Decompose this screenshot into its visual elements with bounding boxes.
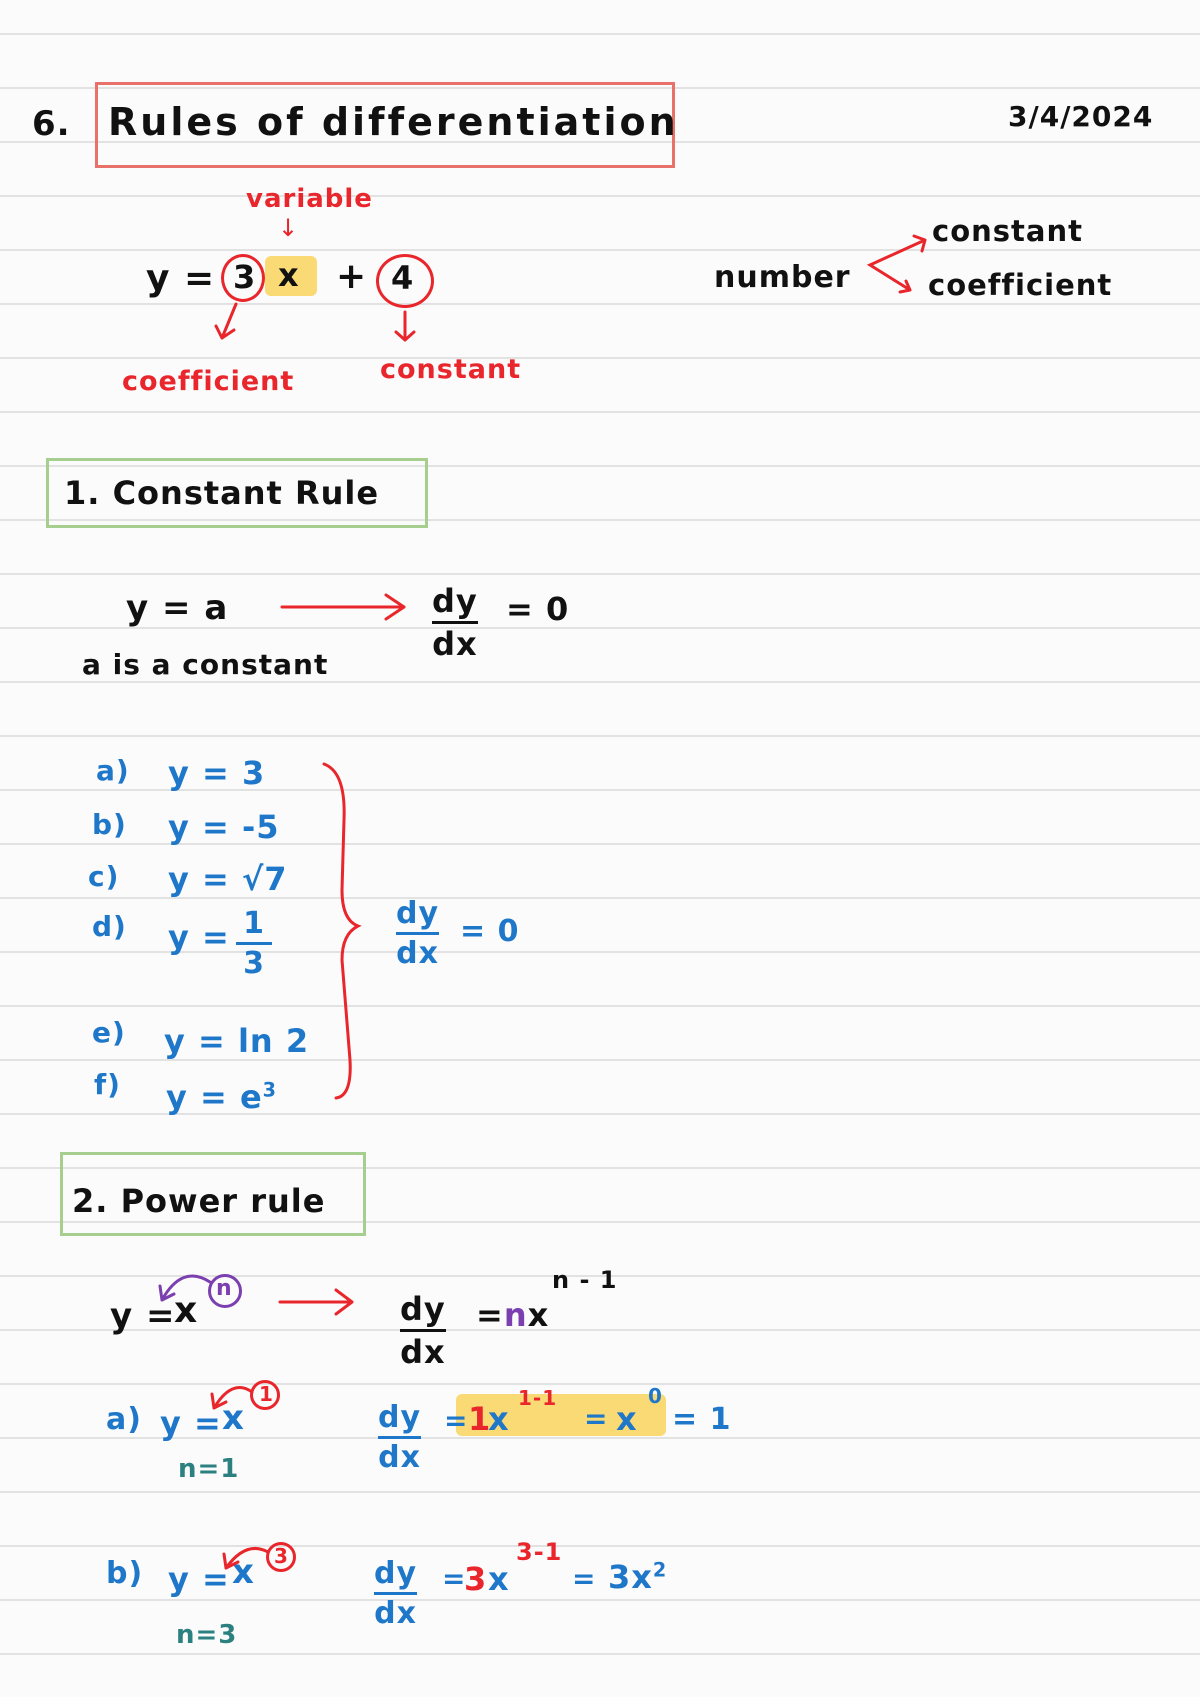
power-ex-b-y: y = xyxy=(168,1560,230,1598)
power-ex-b-eq2: = xyxy=(572,1562,597,1595)
power-ex-b-result: $3x^2$ xyxy=(608,1558,668,1596)
example-c-label: c) xyxy=(88,860,120,893)
power-ex-b-exp2: 3-1 xyxy=(516,1538,563,1566)
power-ex-a-exp3: 0 xyxy=(648,1384,663,1408)
intro-plus: + xyxy=(336,256,368,297)
dy-text: dy xyxy=(374,1556,418,1591)
example-f-eq: $y = e^3$ xyxy=(166,1078,278,1116)
constant-rule-zero: = 0 xyxy=(506,590,570,628)
label-coefficient: coefficient xyxy=(122,366,295,397)
power-ex-a-x2: x xyxy=(488,1400,510,1438)
label-constant: constant xyxy=(380,354,522,385)
example-d-prefix: y = xyxy=(168,918,230,956)
example-c-eq: y = √7 xyxy=(168,860,288,898)
constant-rule-note: a is a constant xyxy=(82,648,329,681)
dx-text: dx xyxy=(400,1333,446,1371)
power-rule-rhs: =nx xyxy=(476,1296,550,1334)
power-rule-exponent: n - 1 xyxy=(552,1266,618,1294)
number-word: number xyxy=(714,260,851,295)
number-branch-constant: constant xyxy=(932,214,1083,248)
page-title: Rules of differentiation xyxy=(108,100,679,144)
power-ex-b-label: b) xyxy=(106,1556,144,1591)
intro-y: y = xyxy=(146,258,216,299)
intro-x: x xyxy=(278,256,300,294)
power-ex-a-eq: = xyxy=(444,1404,469,1437)
power-ex-a-exp: 1 xyxy=(259,1382,274,1406)
power-ex-a-label: a) xyxy=(106,1402,142,1437)
dx-text: dx xyxy=(378,1440,421,1475)
section1-title: 1. Constant Rule xyxy=(64,474,380,512)
example-e-eq: y = ln 2 xyxy=(164,1022,310,1060)
power-ex-b-coef: 3 xyxy=(464,1560,488,1598)
dy-text: dy xyxy=(396,896,440,931)
examples-result: = 0 xyxy=(460,914,520,949)
label-variable: variable xyxy=(246,184,373,214)
power-ex-b-x2: x xyxy=(488,1560,510,1598)
power-ex-a-y: y = xyxy=(160,1404,222,1442)
constant-rule-left: y = a xyxy=(126,588,229,628)
denominator: 3 xyxy=(243,946,265,981)
example-b-eq: y = -5 xyxy=(168,808,280,846)
power-ex-a-x: x xyxy=(222,1398,245,1438)
example-e-label: e) xyxy=(92,1016,126,1049)
power-ex-a-x3: x xyxy=(616,1400,638,1438)
numerator: 1 xyxy=(243,906,265,941)
dy-text: dy xyxy=(378,1400,422,1435)
power-ex-b-eq: = xyxy=(442,1562,467,1595)
dy-text: dy xyxy=(400,1290,446,1328)
power-ex-a-n: n=1 xyxy=(178,1454,240,1484)
example-a-label: a) xyxy=(96,754,130,787)
section2-title: 2. Power rule xyxy=(72,1182,326,1220)
power-ex-b-x: x xyxy=(232,1552,255,1592)
arrow-down-icon: ↓ xyxy=(278,214,299,242)
power-rule-y: y = xyxy=(110,1296,176,1336)
example-b-label: b) xyxy=(92,808,127,841)
power-ex-a-result: = 1 xyxy=(672,1402,732,1437)
dx-text: dx xyxy=(432,625,478,663)
intro-const: 4 xyxy=(391,259,415,297)
example-d-label: d) xyxy=(92,910,127,943)
dx-text: dx xyxy=(374,1596,417,1631)
power-ex-a-exp2: 1-1 xyxy=(518,1386,558,1410)
power-rule-x: x xyxy=(174,1290,199,1331)
power-ex-b-n: n=3 xyxy=(176,1620,238,1650)
power-ex-b-derivative xyxy=(374,1556,417,1631)
number-branch-coefficient: coefficient xyxy=(928,268,1113,302)
power-ex-a-coef: 1 xyxy=(468,1400,492,1438)
power-rule-n: n xyxy=(216,1276,233,1301)
intro-coef: 3 xyxy=(233,258,257,296)
power-ex-a-eq2: = xyxy=(584,1402,609,1435)
dy-text: dy xyxy=(432,582,478,620)
dx-text: dx xyxy=(396,936,439,971)
date: 3/4/2024 xyxy=(1008,100,1154,133)
example-f-label: f) xyxy=(94,1068,121,1101)
section-number: 6. xyxy=(32,104,71,144)
power-ex-b-exp: 3 xyxy=(274,1544,289,1568)
example-a-eq: y = 3 xyxy=(168,754,266,792)
